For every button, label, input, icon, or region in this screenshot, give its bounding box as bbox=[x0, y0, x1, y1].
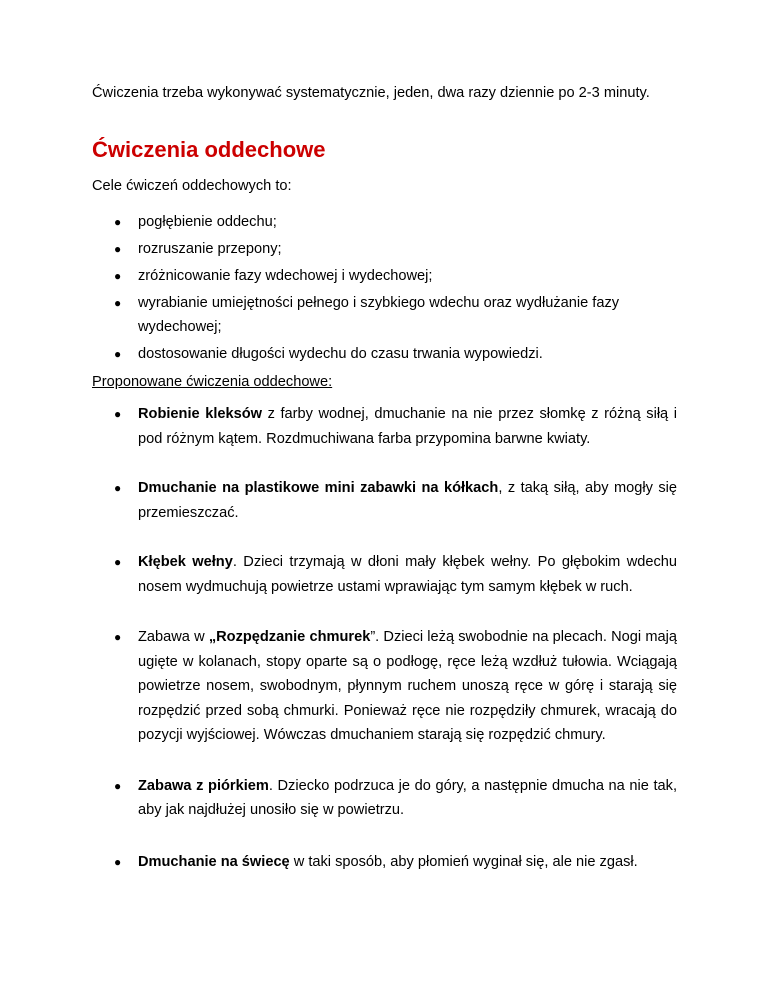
bullet-icon: ● bbox=[114, 555, 122, 569]
exercise-prefix: Zabawa w bbox=[138, 629, 209, 645]
bullet-icon: ● bbox=[114, 854, 122, 869]
list-item bbox=[92, 850, 677, 875]
list-item bbox=[92, 210, 682, 234]
bullet-icon: ● bbox=[114, 269, 122, 283]
proposed-exercises-heading: Proponowane ćwiczenia oddechowe: bbox=[92, 374, 333, 390]
list-item bbox=[92, 291, 682, 339]
goals-lead: Cele ćwiczeń oddechowych to: bbox=[92, 178, 292, 194]
exercise-title: Dmuchanie na świecę bbox=[138, 853, 290, 870]
list-item bbox=[92, 264, 682, 288]
list-item bbox=[92, 342, 682, 366]
section-heading: Ćwiczenia oddechowe bbox=[92, 137, 326, 162]
exercise-title: Robienie kleksów bbox=[138, 406, 262, 422]
bullet-icon: ● bbox=[114, 407, 122, 421]
exercise-title: Dmuchanie na plastikowe mini zabawki na kółkach bbox=[138, 480, 499, 496]
goal-text: dostosowanie długości wydechu do czasu trwania wypowiedzi. bbox=[138, 346, 543, 362]
exercise-description: . Dzieci trzymają w dłoni mały kłębek wełny. Po głębokim wdechu nosem wydmuchują powietrze ustami wprawiając tym samym kłębek w ruch. bbox=[138, 554, 678, 595]
goal-text: wyrabianie umiejętności pełnego i szybkiego wdechu oraz wydłużanie fazy wydechowej; bbox=[138, 295, 620, 335]
exercise-description: . Dziecko podrzuca je do góry, a następnie dmucha na nie tak, aby jak najdłużej unosiło się w powietrzu. bbox=[138, 777, 677, 818]
list-item bbox=[92, 237, 682, 261]
list-item bbox=[92, 774, 677, 823]
bullet-icon: ● bbox=[114, 778, 122, 793]
exercise-title: Zabawa z piórkiem bbox=[138, 777, 269, 794]
bullet-icon: ● bbox=[114, 347, 122, 361]
exercise-description: z farby wodnej, dmuchanie na nie przez słomkę z różną siłą i pod różnym kątem. Rozdmuchiwana farba przypomina barwne kwiaty. bbox=[138, 406, 677, 447]
list-item bbox=[92, 402, 677, 451]
bullet-icon: ● bbox=[114, 481, 122, 495]
bullet-icon: ● bbox=[114, 630, 122, 644]
goal-text: pogłębienie oddechu; bbox=[138, 214, 277, 230]
bullet-icon: ● bbox=[114, 296, 122, 310]
exercise-description: w taki sposób, aby płomień wyginał się, ale nie zgasł. bbox=[289, 853, 638, 870]
exercise-description: ”. Dzieci leżą swobodnie na plecach. Nogi mają ugięte w kolanach, stopy oparte są o podłogę, ręce leżą wzdłuż tułowia. Wciągają powietrze nosem, swobodnym, płynnym ruchem unoszą ręce w górę i starają się rozpędzić przed sobą chmurki. Ponieważ ręce nie rozpędziły chmurek, wracają do pozycji wyjściowej. Wówczas dmuchaniem starają się rozpędzić chmury. bbox=[138, 629, 677, 743]
exercise-title: „Rozpędzanie chmurek bbox=[208, 629, 371, 645]
goal-text: zróżnicowanie fazy wdechowej i wydechowej; bbox=[138, 268, 433, 284]
goals-list bbox=[92, 210, 682, 369]
list-item bbox=[92, 550, 677, 599]
exercises-list bbox=[92, 402, 677, 874]
bullet-icon: ● bbox=[114, 215, 122, 229]
bullet-icon: ● bbox=[114, 242, 122, 256]
intro-paragraph: Ćwiczenia trzeba wykonywać systematycznie, jeden, dwa razy dziennie po 2-3 minuty. bbox=[92, 85, 650, 101]
exercise-description: , z taką siłą, aby mogły się przemieszczać. bbox=[138, 480, 677, 521]
list-item bbox=[92, 476, 677, 525]
goal-text: rozruszanie przepony; bbox=[138, 241, 282, 257]
exercise-title: Kłębek wełny bbox=[138, 554, 233, 570]
list-item bbox=[92, 625, 677, 748]
